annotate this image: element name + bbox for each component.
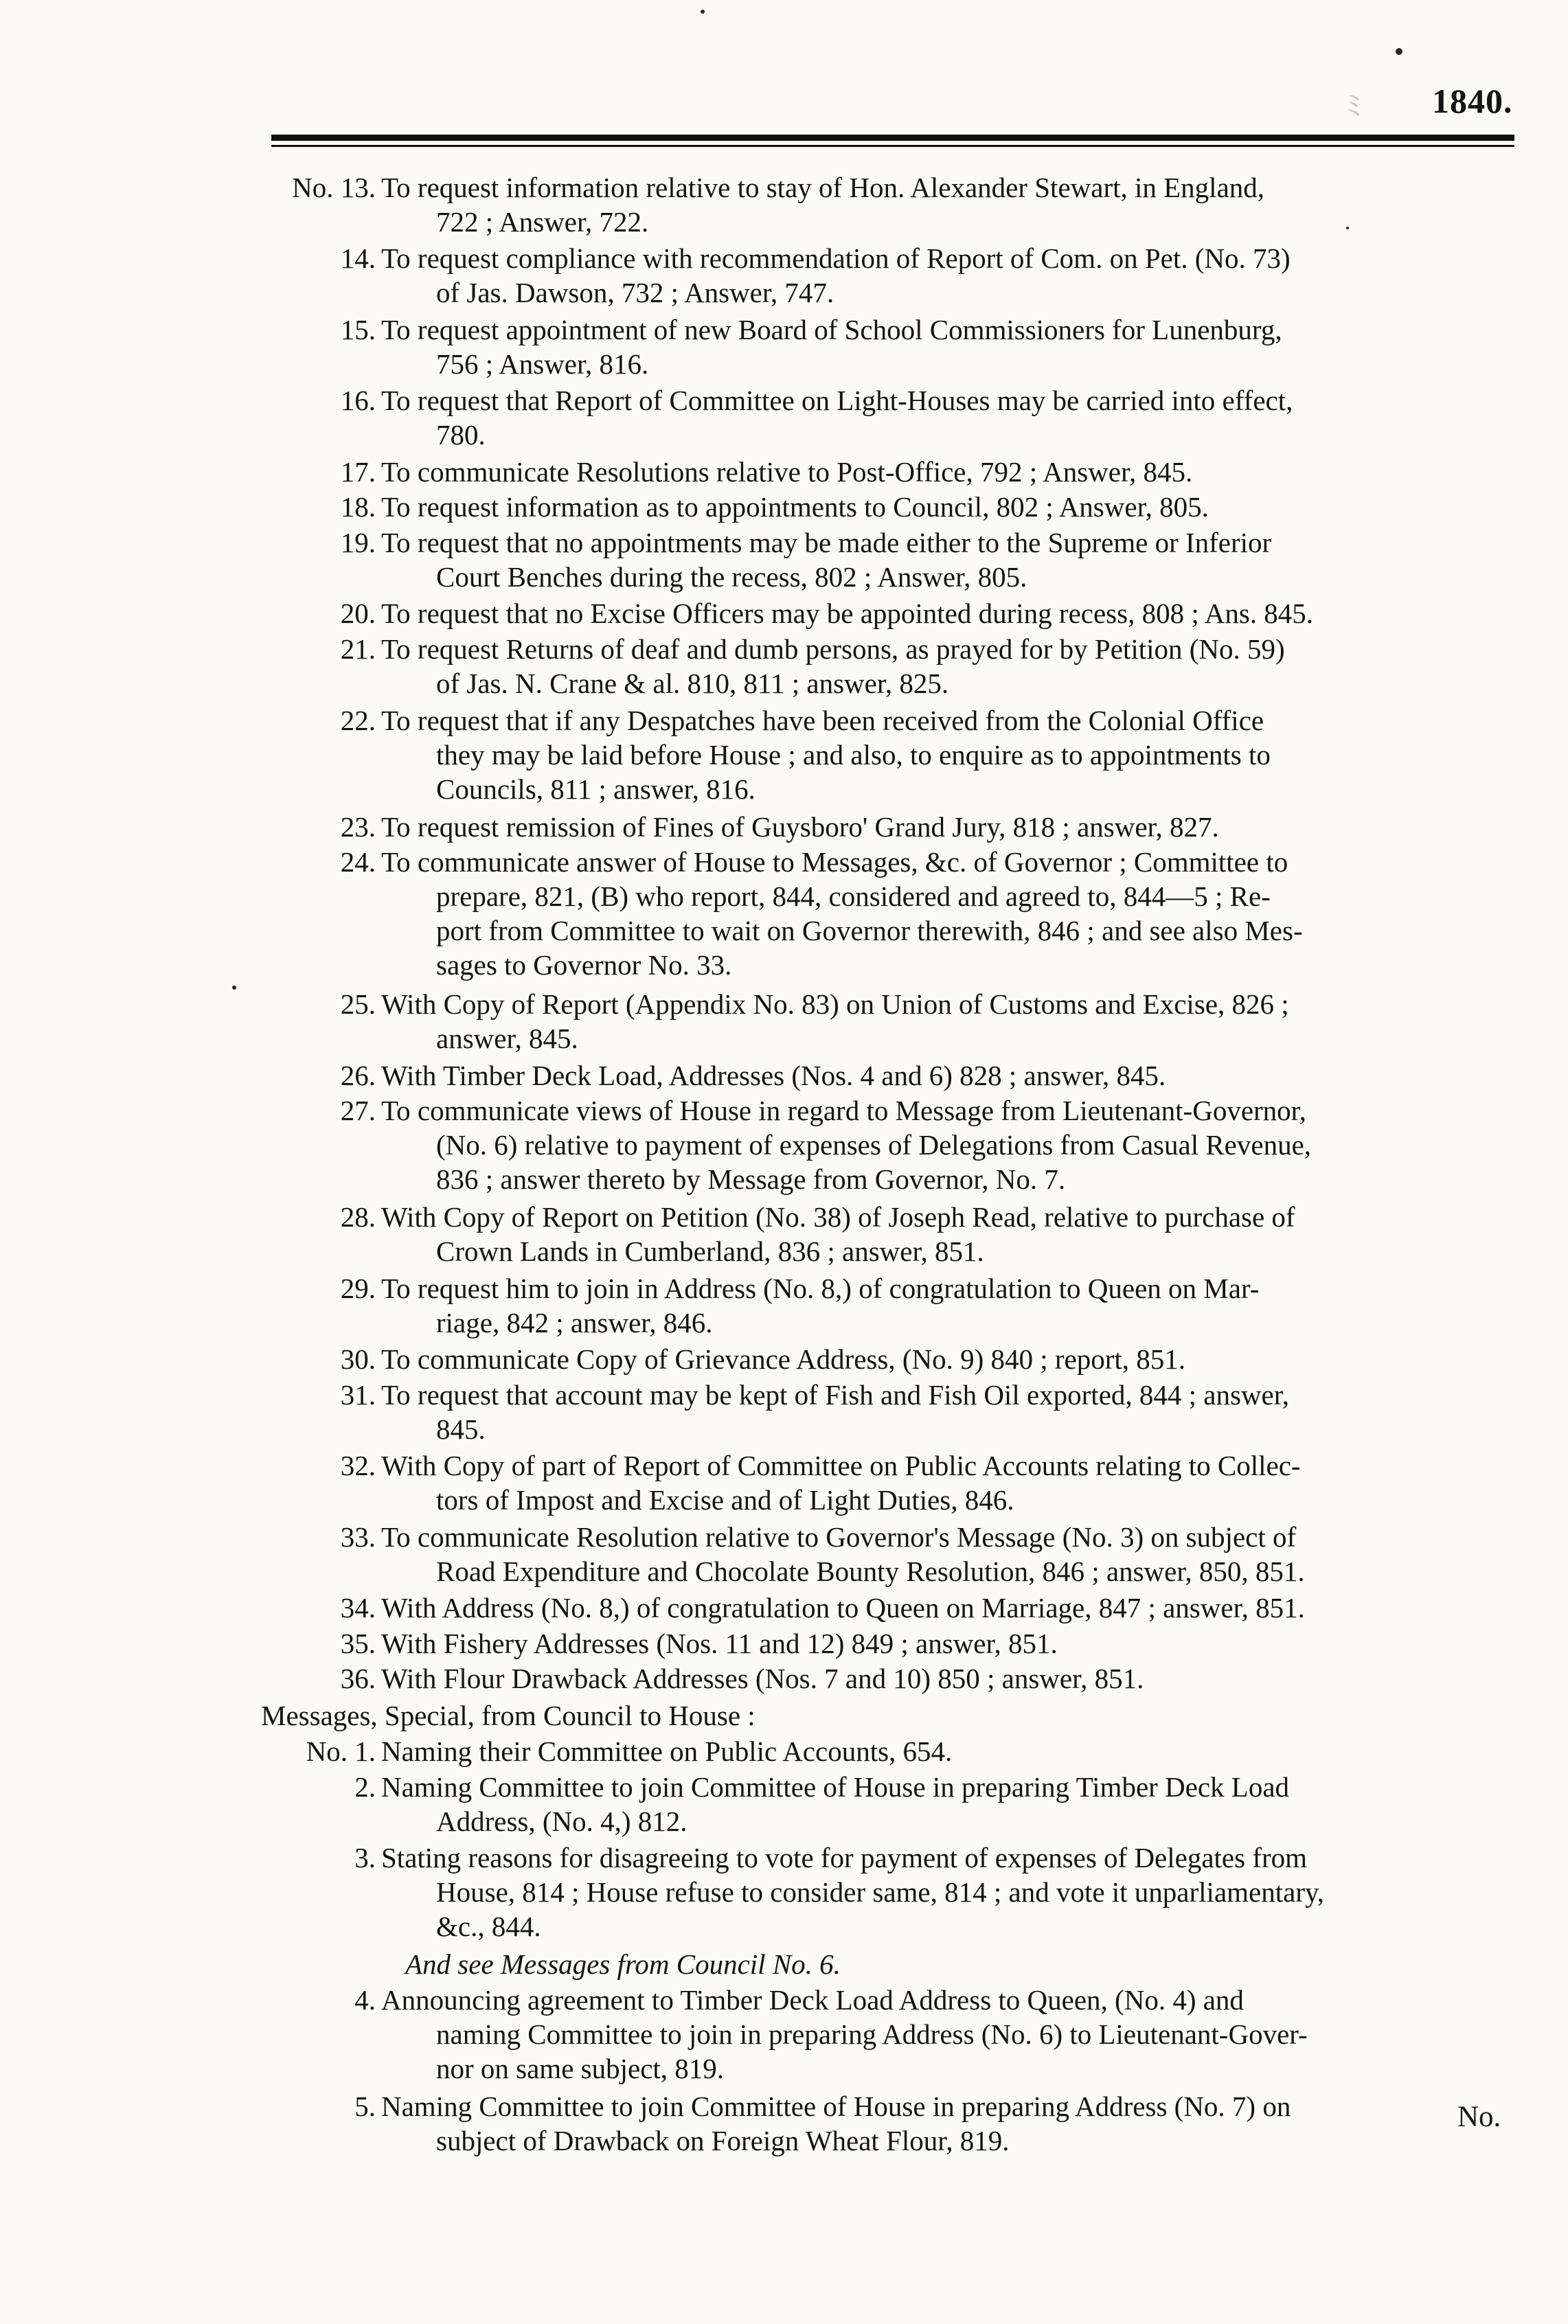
page-year: 1840. (1432, 82, 1513, 120)
entry-text-line: To request that account may be kept of Fish and Fish Oil exported, 844 ; answer, (381, 1378, 1290, 1411)
entry-number: 16. (340, 385, 376, 417)
entry-text-line: House, 814 ; House refuse to consider same, 814 ; and vote it unparliamentary, (436, 1876, 1325, 1908)
entry-number: 15. (340, 313, 376, 345)
entry-number: 29. (340, 1272, 376, 1304)
entry-number: 17. (340, 455, 376, 488)
entry-text-line: of Jas. Dawson, 732 ; Answer, 747. (436, 277, 834, 309)
list-item (340, 596, 1314, 630)
entry-text-line: 756 ; Answer, 816. (436, 348, 649, 380)
entry-number: 26. (340, 1059, 376, 1091)
entry-number: 25. (340, 988, 376, 1021)
entry-number: 2. (354, 1770, 376, 1803)
entry-text-line: Court Benches during the recess, 802 ; Answer, 805. (436, 561, 1027, 593)
entry-text-line: Crown Lands in Cumberland, 836 ; answer, 851. (436, 1235, 984, 1268)
list-item (340, 1093, 1312, 1196)
entry-text-line: answer, 845. (436, 1023, 578, 1055)
scan-speck (232, 986, 236, 990)
entry-number: 19. (340, 527, 376, 558)
entry-number: 3. (354, 1841, 376, 1873)
entry-text-line: Stating reasons for disagreeing to vote for payment of expenses of Delegates from (381, 1841, 1308, 1873)
faint-page-mark: ﾐ (1346, 89, 1361, 123)
entry-text-line: naming Committee to join in preparing Address (No. 6) to Lieutenant-Gover- (436, 2018, 1308, 2050)
entry-text-line: nor on same subject, 819. (436, 2052, 725, 2084)
entry-number: 35. (340, 1627, 376, 1659)
entry-text-line: To request remission of Fines of Guysboro' Grand Jury, 818 ; answer, 827. (381, 810, 1219, 843)
list-item (340, 1058, 1166, 1093)
header-rule-thick (271, 135, 1514, 141)
entry-text-line: Councils, 811 ; answer, 816. (436, 773, 755, 805)
list-item (354, 2089, 1291, 2158)
entry-number: 14. (340, 242, 376, 275)
entry-text-line: 845. (436, 1413, 486, 1445)
entry-text-line: riage, 842 ; answer, 846. (436, 1306, 713, 1338)
section-heading: Messages, Special, from Council to House : (261, 1700, 755, 1732)
list-item (340, 1200, 1295, 1268)
entry-text-line: With Flour Drawback Addresses (Nos. 7 and 10) 850 ; answer, 851. (381, 1663, 1144, 1695)
entry-text-line: 722 ; Answer, 722. (436, 206, 649, 238)
entry-text-line: prepare, 821, (B) who report, 844, considered and agreed to, 844—5 ; Re- (436, 880, 1271, 913)
list-item (340, 383, 1293, 452)
scan-speck (701, 10, 705, 14)
catchword: No. (1457, 2101, 1501, 2133)
entry-text-line: To communicate Resolutions relative to Post-Office, 792 ; Answer, 845. (381, 455, 1193, 488)
list-item (340, 455, 1193, 489)
entry-number: 18. (340, 491, 376, 523)
entry-text-line: sages to Governor No. 33. (436, 949, 732, 981)
list-item (354, 1841, 1325, 1944)
list-item (340, 703, 1271, 806)
list-item (340, 525, 1272, 594)
list-item (340, 632, 1285, 700)
list-item (340, 1520, 1305, 1588)
entry-number: 28. (340, 1201, 376, 1233)
entry-text-line: To request information relative to stay of Hon. Alexander Stewart, in England, (381, 172, 1265, 203)
cross-reference: And see Messages from Council No. 6. (405, 1948, 841, 1980)
entry-text-line: With Copy of part of Report of Committee on Public Accounts relating to Collec- (381, 1450, 1301, 1482)
entry-number: 24. (340, 846, 376, 878)
entry-number: 30. (340, 1343, 376, 1376)
entry-text-line: With Timber Deck Load, Addresses (Nos. 4 and 6) 828 ; answer, 845. (381, 1059, 1166, 1091)
header-rule-thin (271, 145, 1514, 147)
entry-number: 21. (340, 633, 376, 665)
entry-text-line: To request that no Excise Officers may be appointed during recess, 808 ; Ans. 845. (381, 597, 1314, 630)
entry-text-line: To request that no appointments may be made either to the Supreme or Inferior (381, 527, 1272, 558)
list-item (340, 1448, 1301, 1517)
entry-text-line: 836 ; answer thereto by Message from Governor, No. 7. (436, 1163, 1066, 1196)
entry-text-line: To communicate views of House in regard to Message from Lieutenant-Governor, (381, 1095, 1306, 1127)
entry-number: 34. (340, 1592, 376, 1624)
entry-number: 23. (340, 810, 376, 843)
entry-text-line: of Jas. N. Crane & al. 810, 811 ; answer, 825. (436, 668, 949, 700)
entry-text-line: To request that Report of Committee on Light-Houses may be carried into effect, (381, 385, 1293, 417)
entry-number: 33. (340, 1520, 376, 1553)
list-item (292, 170, 1265, 239)
entry-text-line: To communicate Resolution relative to Governor's Message (No. 3) on subject of (381, 1520, 1297, 1553)
entry-number: No. 1. (306, 1735, 376, 1767)
entry-text-line: To request appointment of new Board of School Commissioners for Lunenburg, (381, 313, 1282, 345)
entry-text-line: Road Expenditure and Chocolate Bounty Resolution, 846 ; answer, 850, 851. (436, 1555, 1305, 1587)
list-item (340, 312, 1282, 381)
list-item (340, 845, 1303, 982)
entry-number: 31. (340, 1378, 376, 1411)
entry-number: 32. (340, 1450, 376, 1482)
list-item (340, 1626, 1058, 1661)
entry-text-line: With Address (No. 8,) of congratulation to Queen on Marriage, 847 ; answer, 851. (381, 1592, 1305, 1624)
entry-text-line: Naming Committee to join Committee of House in preparing Address (No. 7) on (381, 2090, 1291, 2122)
entry-text-line: port from Committee to wait on Governor therewith, 846 ; and see also Mes- (436, 915, 1303, 947)
entry-text-line: subject of Drawback on Foreign Wheat Flour, 819. (436, 2124, 1010, 2156)
entry-text-line: To request Returns of deaf and dumb persons, as prayed for by Petition (No. 59) (381, 633, 1285, 665)
entry-text-line: With Copy of Report (Appendix No. 83) on Union of Customs and Excise, 826 ; (381, 988, 1289, 1021)
entry-text-line: Naming their Committee on Public Accounts, 654. (381, 1735, 953, 1767)
entry-number: 5. (354, 2090, 376, 2122)
list-item (354, 1983, 1308, 2086)
entry-number: No. 13. (292, 172, 376, 203)
entry-text-line: they may be laid before House ; and also, to enquire as to appointments to (436, 738, 1271, 771)
entry-number: 4. (354, 1983, 376, 2016)
list-item (340, 987, 1289, 1056)
entry-text-line: To request compliance with recommendation of Report of Com. on Pet. (No. 73) (381, 242, 1291, 275)
entry-number: 36. (340, 1663, 376, 1695)
scan-speck (1396, 48, 1402, 55)
list-item (354, 1770, 1290, 1838)
entry-text-line: To request information as to appointments to Council, 802 ; Answer, 805. (381, 491, 1209, 523)
list-item (340, 1342, 1186, 1376)
entry-text-line: To request that if any Despatches have been received from the Colonial Office (381, 704, 1264, 736)
entry-text-line: With Copy of Report on Petition (No. 38) of Joseph Read, relative to purchase of (381, 1201, 1295, 1233)
entry-text-line: &c., 844. (436, 1910, 541, 1942)
list-item (340, 1591, 1305, 1625)
list-item (306, 1734, 953, 1768)
list-item (340, 1661, 1144, 1696)
entry-text-line: tors of Impost and Excise and of Light Duties, 846. (436, 1484, 1014, 1516)
entry-text-line: To communicate Copy of Grievance Address, (No. 9) 840 ; report, 851. (381, 1343, 1186, 1376)
list-item (340, 241, 1291, 310)
list-item (340, 490, 1209, 524)
entry-text-line: With Fishery Addresses (Nos. 11 and 12) 849 ; answer, 851. (381, 1627, 1058, 1659)
entry-text-line: Address, (No. 4,) 812. (436, 1805, 688, 1837)
entry-text-line: To communicate answer of House to Messages, &c. of Governor ; Committee to (381, 846, 1288, 878)
entry-text-line: 780. (436, 419, 486, 451)
list-item (340, 810, 1219, 844)
entry-number: 20. (340, 597, 376, 630)
list-item (340, 1378, 1290, 1446)
list-item (340, 1271, 1260, 1340)
entry-number: 22. (340, 704, 376, 736)
entry-text-line: Announcing agreement to Timber Deck Load Address to Queen, (No. 4) and (381, 1983, 1244, 2016)
entry-text-line: To request him to join in Address (No. 8,) of congratulation to Queen on Mar- (381, 1272, 1260, 1304)
entry-text-line: (No. 6) relative to payment of expenses of Delegations from Casual Revenue, (436, 1129, 1312, 1161)
entry-number: 27. (340, 1095, 376, 1127)
entry-text-line: Naming Committee to join Committee of House in preparing Timber Deck Load (381, 1770, 1290, 1803)
scan-speck (1346, 227, 1349, 229)
